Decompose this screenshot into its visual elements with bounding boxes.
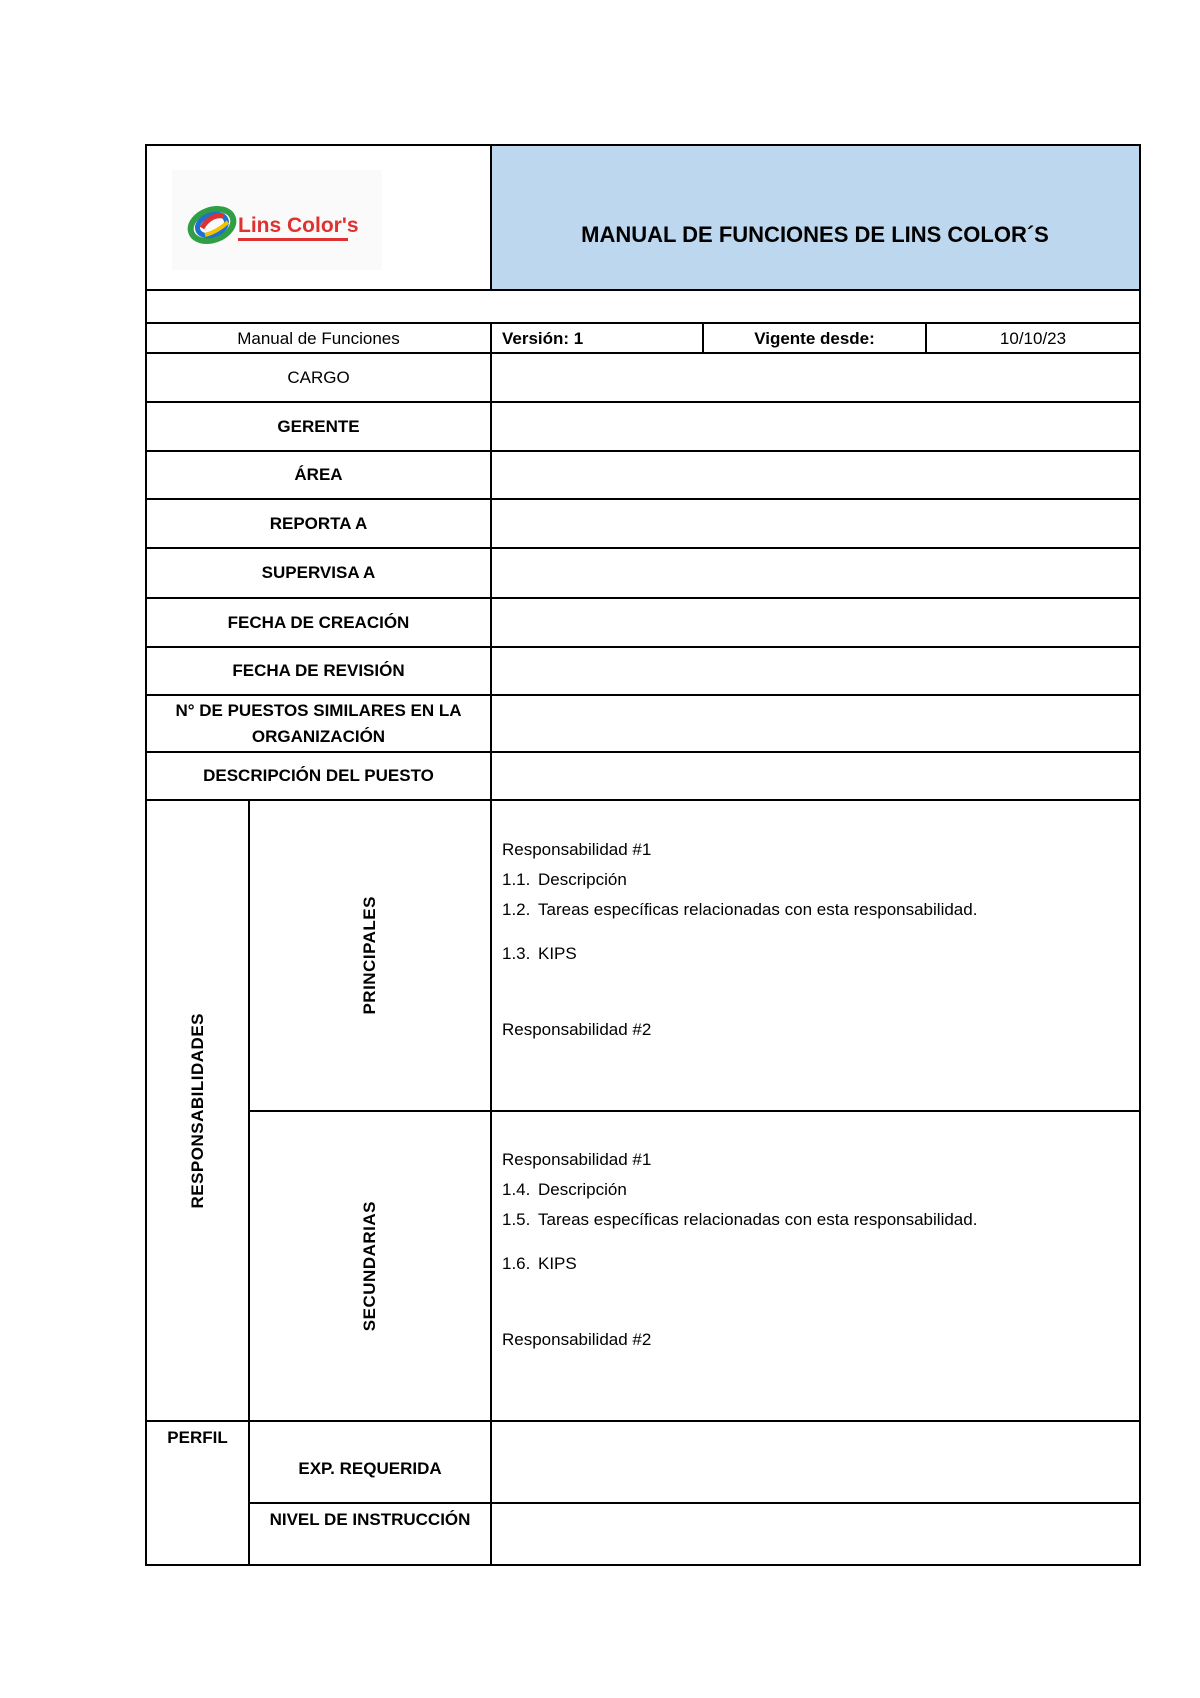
svg-text:Lins Color's: Lins Color's bbox=[238, 214, 359, 237]
field-label-cargo: CARGO bbox=[287, 367, 350, 387]
principales-label: PRINCIPALES bbox=[360, 896, 379, 1015]
responsabilidades-label-cell bbox=[147, 801, 248, 1420]
field-value-gerente[interactable] bbox=[492, 403, 1139, 450]
secundarias-label-cell bbox=[250, 1112, 490, 1420]
field-label-supervisa: SUPERVISA A bbox=[261, 563, 376, 582]
field-value-reporta[interactable] bbox=[492, 500, 1139, 547]
field-label-area: ÁREA bbox=[294, 465, 343, 484]
field-label-puestos-similares: N° DE PUESTOS SIMILARES EN LA ORGANIZACIÓN bbox=[175, 700, 462, 746]
field-value-descripcion[interactable] bbox=[492, 753, 1139, 799]
field-value-cargo[interactable] bbox=[492, 354, 1139, 401]
logo bbox=[172, 170, 382, 270]
nivel-instruccion-value[interactable] bbox=[492, 1504, 1139, 1564]
logo-swoosh-icon bbox=[172, 170, 382, 270]
list-item: 1.4. Descripción bbox=[502, 1180, 627, 1199]
list-item: 1.5. Tareas específicas relacionadas con esta responsabilidad. bbox=[502, 1210, 978, 1229]
field-label-gerente: GERENTE bbox=[277, 416, 360, 436]
field-value-fecha-creacion[interactable] bbox=[492, 599, 1139, 646]
responsabilidades-label: RESPONSABILIDADES bbox=[187, 1012, 207, 1209]
principales-resp1-heading: Responsabilidad #1 bbox=[502, 840, 652, 859]
field-value-puestos-similares[interactable] bbox=[492, 696, 1139, 751]
field-value-supervisa[interactable] bbox=[492, 549, 1139, 597]
manual-label: Manual de Funciones bbox=[237, 328, 400, 348]
list-item: 1.1. Descripción bbox=[502, 870, 627, 889]
page-title: MANUAL DE FUNCIONES DE LINS COLOR´S bbox=[581, 222, 1049, 247]
secundarias-resp2-heading: Responsabilidad #2 bbox=[502, 1330, 652, 1349]
exp-requerida-value[interactable] bbox=[492, 1422, 1139, 1502]
perfil-label: PERFIL bbox=[167, 1428, 228, 1447]
field-value-area[interactable] bbox=[492, 452, 1139, 498]
list-item: 1.3. KIPS bbox=[502, 944, 577, 963]
vigente-label: Vigente desde: bbox=[754, 328, 875, 348]
secundarias-resp1-heading: Responsabilidad #1 bbox=[502, 1150, 652, 1169]
vigente-value: 10/10/23 bbox=[999, 328, 1067, 348]
list-item: 1.2. Tareas específicas relacionadas con esta responsabilidad. bbox=[502, 900, 978, 919]
nivel-instruccion-label: NIVEL DE INSTRUCCIÓN bbox=[269, 1510, 471, 1529]
field-label-fecha-revision: FECHA DE REVISIÓN bbox=[232, 661, 405, 680]
field-label-reporta: REPORTA A bbox=[269, 513, 368, 533]
secundarias-label: SECUNDARIAS bbox=[360, 1200, 379, 1332]
version-label: Versión: 1 bbox=[502, 329, 584, 348]
field-label-fecha-creacion: FECHA DE CREACIÓN bbox=[227, 612, 410, 632]
exp-requerida-label: EXP. REQUERIDA bbox=[298, 1459, 442, 1478]
list-item: 1.6. KIPS bbox=[502, 1254, 577, 1273]
field-value-fecha-revision[interactable] bbox=[492, 648, 1139, 694]
principales-label-cell bbox=[250, 801, 490, 1110]
field-label-descripcion: DESCRIPCIÓN DEL PUESTO bbox=[203, 766, 434, 785]
principales-resp2-heading: Responsabilidad #2 bbox=[502, 1020, 652, 1039]
